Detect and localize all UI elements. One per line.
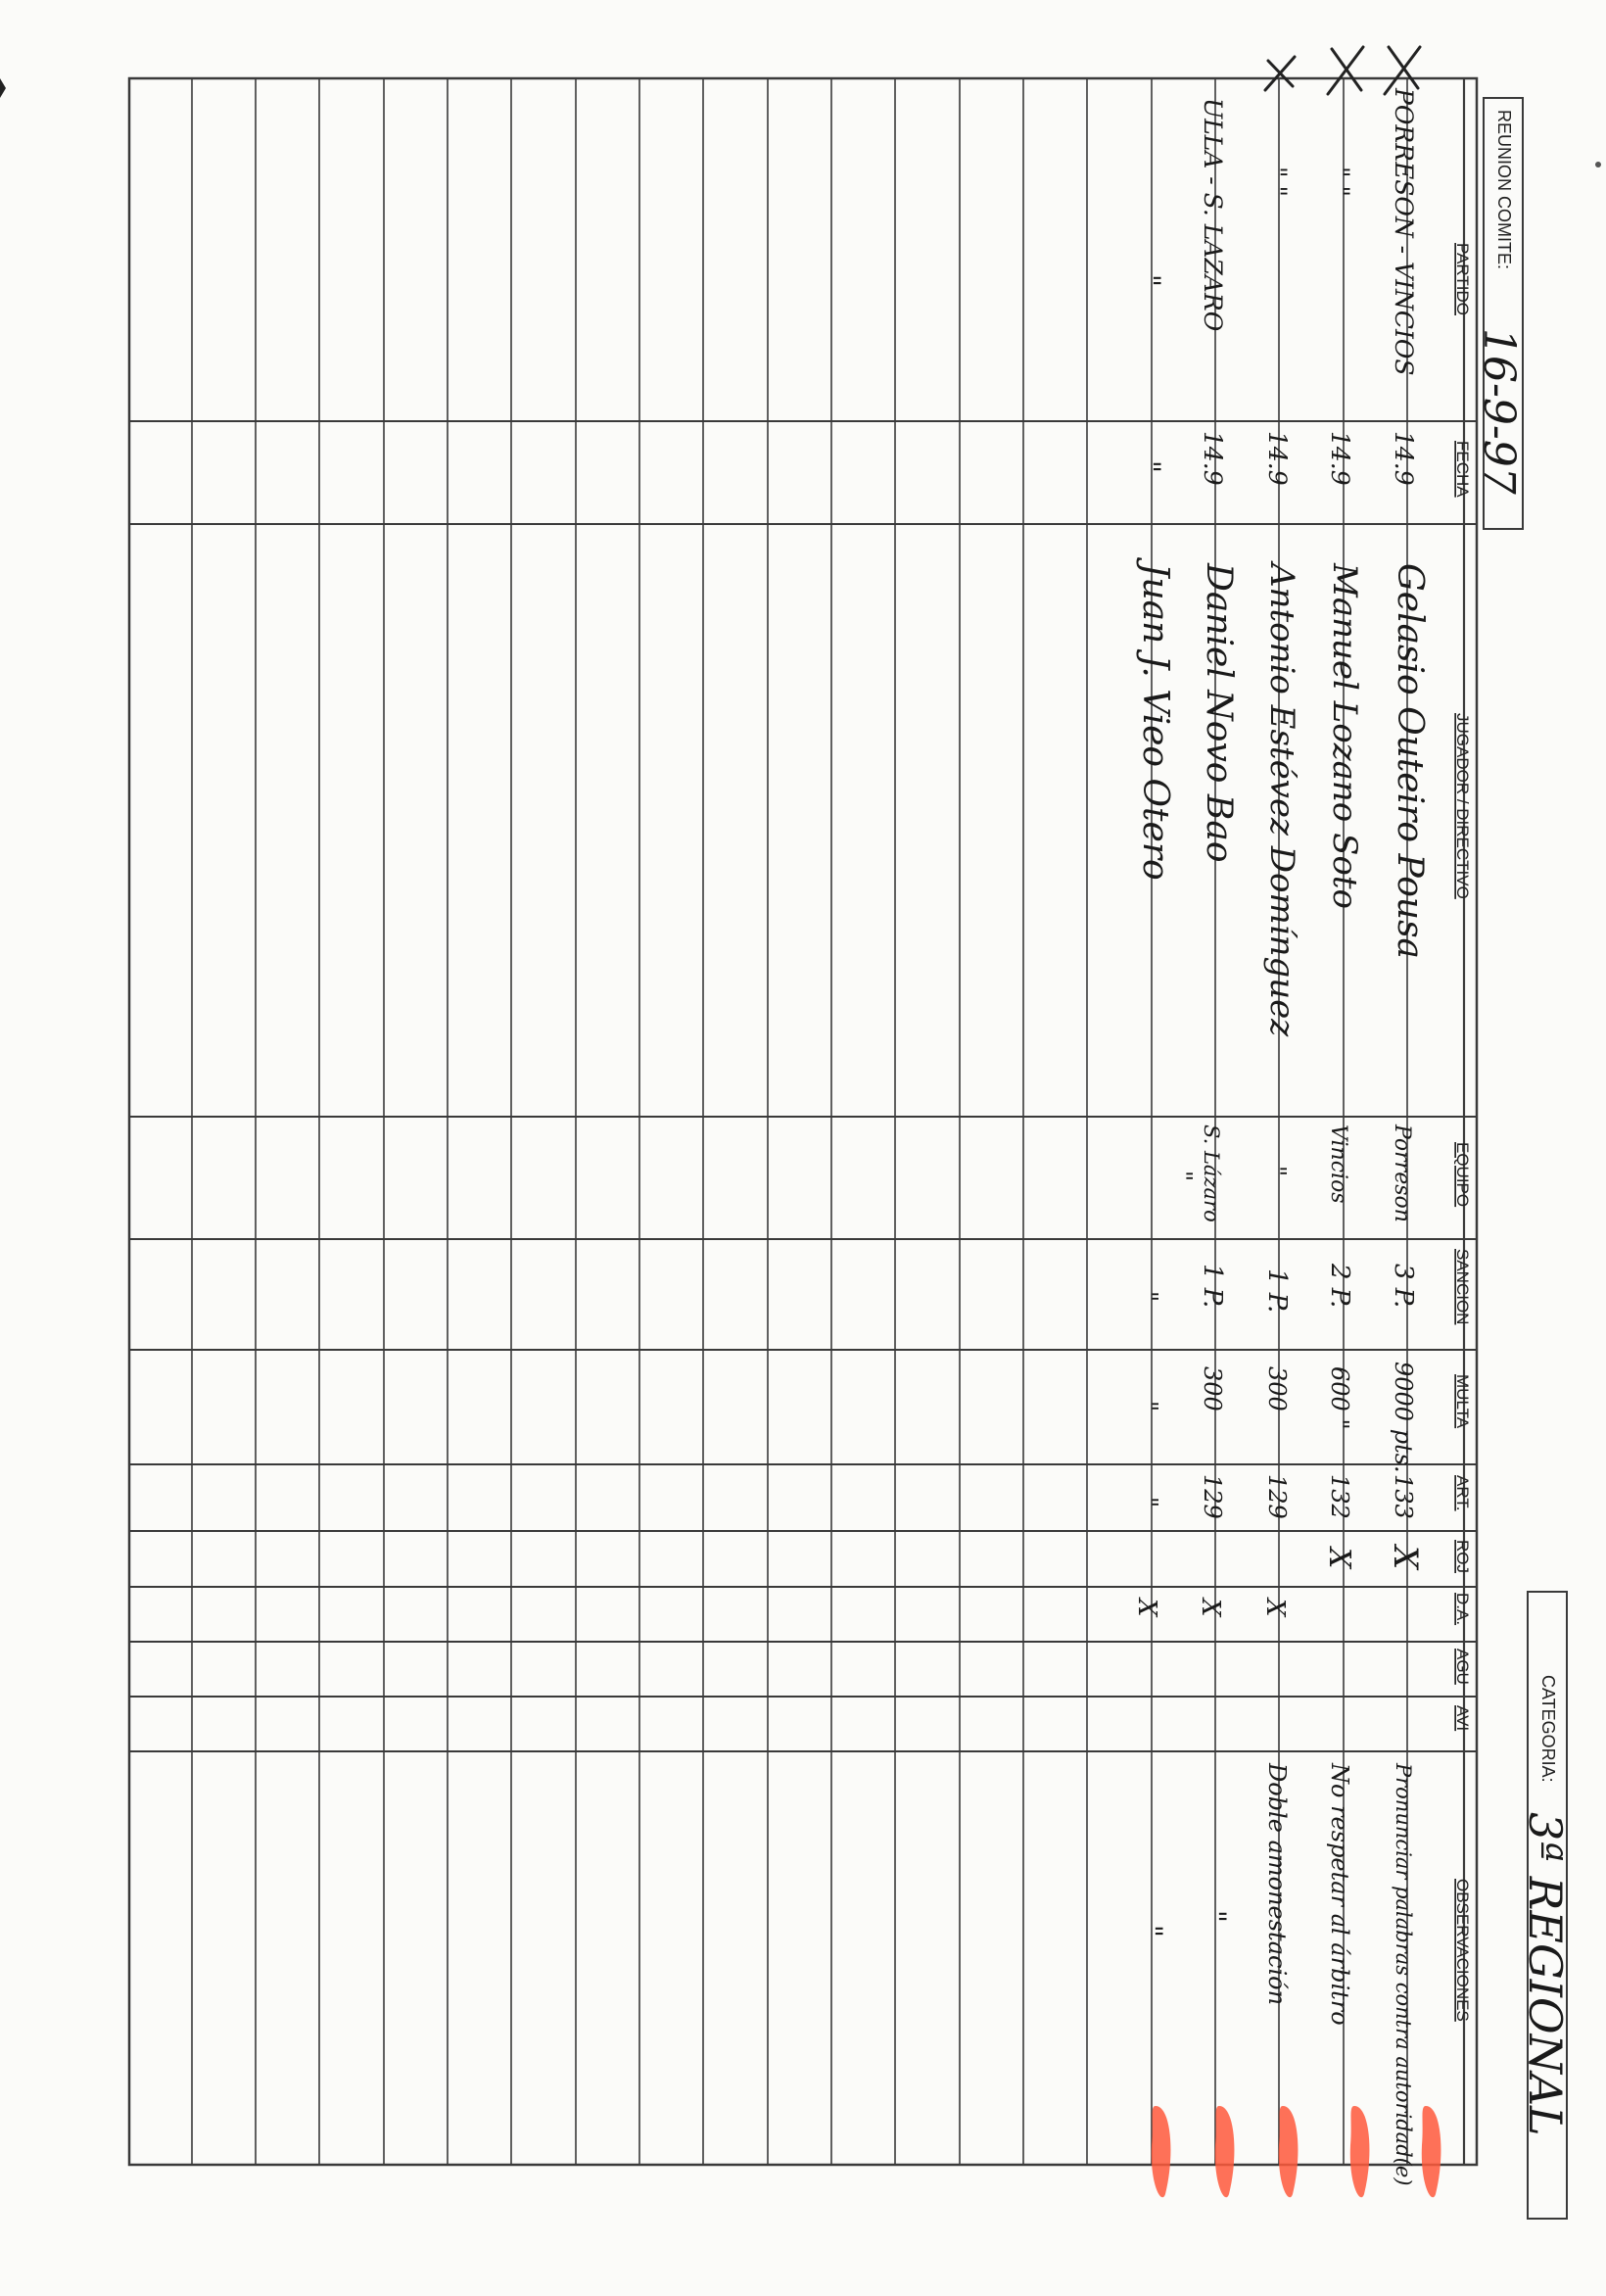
categoria-value: 3ª REGIONAL <box>1519 1812 1572 2136</box>
cell-sancion: 1 P. <box>1198 1264 1227 1309</box>
table-row <box>1260 167 1301 2005</box>
cell-art: 129 <box>1263 1474 1291 1519</box>
cell-fecha: 14.9 <box>1263 431 1292 486</box>
cell-multa: 300 <box>1199 1366 1226 1411</box>
reunion-date: 16-9-97 <box>1474 328 1524 495</box>
cell-fecha: 14.9 <box>1390 431 1418 486</box>
categoria-label: CATEGORIA: <box>1538 1675 1558 1783</box>
cell-jugador: Antonio Estévez Domínguez <box>1262 563 1301 1037</box>
cell-observaciones: " <box>1136 1925 1168 1937</box>
cell-observaciones: " <box>1200 1910 1232 1923</box>
cross-mark <box>1265 57 1295 90</box>
cell-fecha: " <box>1134 460 1166 473</box>
cell-partido: PORRESON - VINCIOS <box>1390 88 1418 376</box>
highlighter-stroke <box>1215 2106 1235 2197</box>
cell-sancion: 1 P. <box>1262 1268 1292 1314</box>
cell-sancion: " <box>1135 1291 1162 1303</box>
cell-multa: 9000 pts. <box>1390 1362 1417 1473</box>
highlighter-stroke <box>1350 2106 1370 2197</box>
header-observaciones: OBSERVACIONES <box>1453 1879 1472 2022</box>
cell-equipo: " <box>1169 1171 1197 1182</box>
binder-hole-mark <box>0 78 6 98</box>
header-partido: PARTIDO <box>1453 243 1472 315</box>
cell-art: 133 <box>1390 1474 1417 1519</box>
cell-fecha: 14.9 <box>1326 431 1354 486</box>
header-equipo: EQUIPO <box>1453 1142 1472 1208</box>
table-row <box>1196 98 1239 1923</box>
cell-jugador: Gelasio Outeiro Pousa <box>1390 563 1430 960</box>
header-sancion: SANCION <box>1453 1249 1472 1325</box>
cell-jugador: Juan J. Vieo Otero <box>1135 563 1175 881</box>
header-da: D.A. <box>1453 1593 1472 1626</box>
cell-equipo: S. Lázaro <box>1200 1124 1223 1222</box>
header-avi: AVI <box>1453 1705 1472 1732</box>
header-fecha: FECHA <box>1453 441 1472 498</box>
cell-roj: X <box>1322 1548 1356 1569</box>
cell-partido: " " <box>1326 167 1354 197</box>
cell-jugador: Manuel Lozano Soto <box>1325 563 1364 909</box>
column-headers <box>1453 243 1472 2022</box>
cell-multa: " <box>1135 1401 1162 1412</box>
cell-art: 132 <box>1326 1474 1353 1519</box>
cell-art: " <box>1135 1497 1162 1508</box>
cell-observaciones: Pronunciar palabras contra autoridad(e) <box>1392 1763 1415 2186</box>
header-art: ART. <box>1453 1475 1472 1511</box>
highlighter-stroke <box>1152 2106 1171 2197</box>
cell-roj: X <box>1386 1546 1425 1570</box>
header-jugador: JUGADOR / DIRECTIVO <box>1453 713 1472 899</box>
cell-sancion: 2 P. <box>1325 1264 1354 1309</box>
cell-observaciones: No respetar al árbitro <box>1326 1763 1353 2026</box>
cell-equipo: " <box>1263 1166 1291 1177</box>
cross-mark <box>1328 47 1363 94</box>
cell-da: X <box>1196 1599 1225 1617</box>
cell-partido: " " <box>1263 167 1292 197</box>
cell-multa: 600 " <box>1326 1366 1353 1430</box>
header-roj: ROJ <box>1453 1540 1472 1573</box>
cell-equipo: Porreson <box>1390 1124 1414 1222</box>
cell-art: 129 <box>1199 1474 1226 1519</box>
cell-partido: " <box>1134 274 1166 287</box>
reunion-label: REUNION COMITE: <box>1494 110 1514 270</box>
cross-mark <box>1385 47 1420 94</box>
highlighter-stroke <box>1422 2106 1441 2197</box>
cell-multa: 300 <box>1263 1366 1291 1411</box>
header-agu: AGU <box>1453 1649 1472 1685</box>
cell-observaciones: Doble amonestación <box>1263 1763 1291 2006</box>
cell-da: X <box>1132 1599 1161 1617</box>
cell-sancion: 3 P. <box>1389 1264 1418 1309</box>
cell-da: X <box>1260 1599 1290 1617</box>
cell-partido: ULLA - S. LAZARO <box>1199 98 1227 332</box>
header-multa: MULTA <box>1453 1374 1472 1429</box>
crossed-row-marks <box>1265 47 1420 94</box>
highlighter-stroke <box>1279 2106 1299 2197</box>
binder-dot <box>1595 162 1601 167</box>
cell-fecha: 14.9 <box>1199 431 1227 486</box>
cell-jugador: Daniel Novo Bao <box>1199 563 1239 863</box>
cell-equipo: Vincios <box>1326 1124 1350 1204</box>
